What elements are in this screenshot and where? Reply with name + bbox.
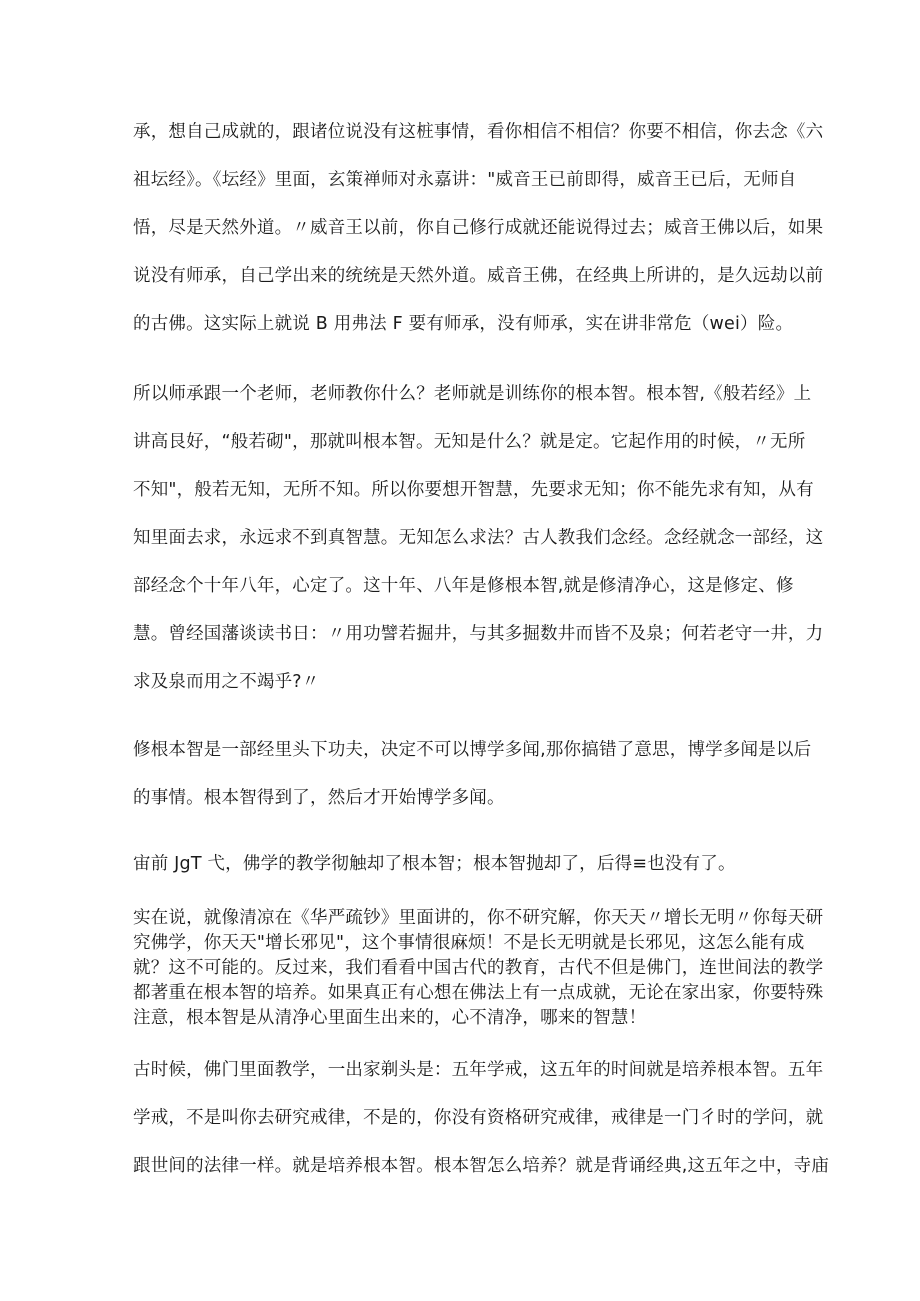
text-line: 所以师承跟一个老师，老师教你什么？老师就是训练你的根本智。根本智,《般若经》上 [133, 384, 812, 404]
text-line: 部经念个十年八年，心定了。这十年、八年是修根本智,就是修清净心，这是修定、修 [133, 576, 794, 596]
text-line: 悟，尽是天然外道。〃威音王以前，你自己修行成就还能说得过去；威音王佛以后，如果 [133, 218, 824, 238]
text-line: 宙前 JgT 弋，佛学的教学彻触却了根本智；根本智抛却了，后得≡也没有了。 [133, 854, 736, 874]
paragraph-5 [133, 906, 824, 1031]
text-line: 说没有师承，自己学出来的统统是天然外道。威音王佛，在经典上所讲的，是久远劫以前 [133, 266, 824, 286]
text-line: 跟世间的法律一样。就是培养根本智。根本智怎么培养？就是背诵经典,这五年之中，寺庙 [133, 1156, 830, 1176]
text-line: 慧。曾经国藩谈读书日：〃用功譬若掘井，与其多掘数井而皆不及泉；何若老守一井，力 [133, 624, 824, 644]
text-line: 的事情。根本智得到了，然后才开始博学多闻。 [133, 788, 505, 808]
text-line: 求及泉而用之不竭乎?〃 [133, 672, 320, 692]
text-line: 实在说，就像清凉在《华严疏钞》里面讲的，你不研究解，你天天〃增长无明〃你每天研 [133, 908, 824, 928]
text-line: 承，想自己成就的，跟诸位说没有这桩事情，看你相信不相信？你要不相信，你去念《六 [133, 122, 824, 142]
text-line: 古时候，佛门里面教学，一出家剃头是：五年学戒，这五年的时间就是培养根本智。五年 [133, 1060, 824, 1080]
text-line: 都著重在根本智的培养。如果真正有心想在佛法上有一点成就，无论在家出家，你要特殊 [133, 983, 824, 1003]
text-line: 知里面去求，永远求不到真智慧。无知怎么求法？古人教我们念经。念经就念一部经，这 [133, 528, 824, 548]
text-line: 祖坛经》。《坛经》里面，玄策禅师对永嘉讲："威音王已前即得，威音王已后，无师自 [133, 170, 797, 190]
text-line: 注意，根本智是从清净心里面生出来的，心不清净，哪来的智慧！ [133, 1008, 647, 1028]
paragraph-3 [133, 726, 812, 822]
text-line: 学戒，不是叫你去研究戒律，不是的，你没有资格研究戒律，戒律是一门彳时的学问，就 [133, 1108, 824, 1128]
paragraph-1 [133, 108, 824, 348]
text-line: 究佛学，你天天"增长邪见"，这个事情很麻烦！不是长无明就是长邪见，这怎么能有成 [133, 933, 805, 953]
text-line: 就？这不可能的。反过来，我们看看中国古代的教育，古代不但是佛门，连世间法的教学 [133, 958, 824, 978]
text-line: 修根本智是一部经里头下功夫，决定不可以博学多闻,那你搞错了意思，博学多闻是以后 [133, 740, 812, 760]
paragraph-2 [133, 370, 824, 706]
text-line: 讲高艮好，“般若砌"，那就叫根本智。无知是什么？就是定。它起作用的时候，〃无所 [133, 432, 806, 452]
text-line: 的古佛。这实际上就说 B 用弗法 F 要有师承，没有师承，实在讲非常危（wei）险。 [133, 314, 794, 334]
paragraph-4 [133, 840, 803, 888]
text-line: 不知"，般若无知，无所不知。所以你要想开智慧，先要求无知；你不能先求有知，从有 [133, 480, 814, 500]
paragraph-6 [133, 1046, 830, 1190]
